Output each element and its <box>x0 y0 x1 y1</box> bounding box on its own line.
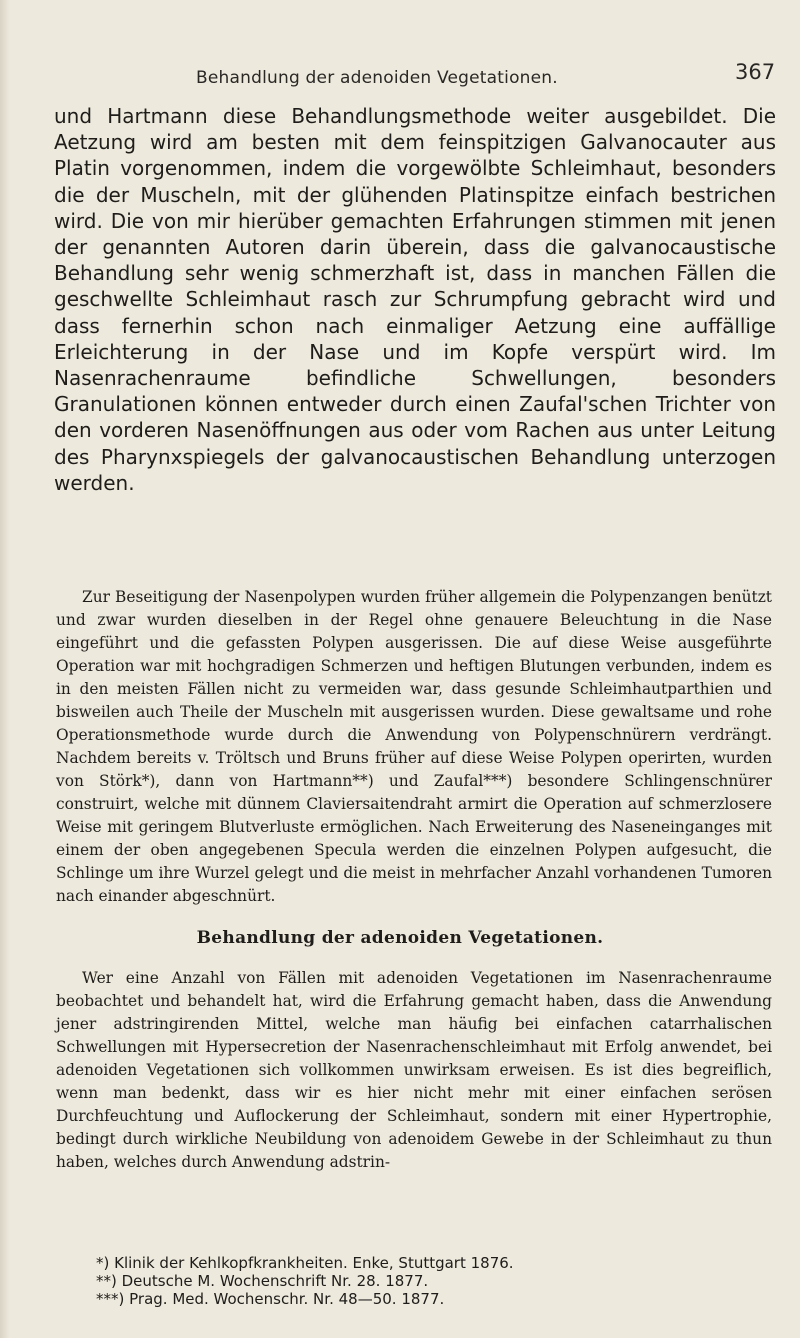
running-title: Behandlung der adenoiden Vegetationen. <box>196 68 558 88</box>
page-number: 367 <box>735 60 776 84</box>
footnote-3: ***) Prag. Med. Wochenschr. Nr. 48—50. 1877. <box>96 1290 445 1308</box>
footnote-1: *) Klinik der Kehlkopfkrankheiten. Enke, Stuttgart 1876. <box>96 1254 514 1272</box>
section-heading: Behandlung der adenoiden Vegetationen. <box>196 928 604 948</box>
paragraph-adenoid-vegetations: Wer eine Anzahl von Fällen mit adenoiden Vegetationen im Nasenrachenraume beobachtet und behandelt hat, wird die Erfahrung gemacht haben, dass die Anwendung jener adstringirenden Mittel, welche man häufig bei einfachen catarrhalischen Schwellungen mit Hypersecretion der Nasenrachenschleimhaut mit Erfolg anwendet, bei adenoiden Vegetationen sich vollkommen unwirksam erweisen. Es ist dies begreiflich, wenn man bedenkt, dass wir es hier nicht mehr mit einer einfachen serösen Durchfeuchtung und Auflockerung der Schleimhaut, sondern mit einer Hypertrophie, bedingt durch wirkliche Neubildung von adenoidem Gewebe in der Schleimhaut zu thun haben, welches durch Anwendung adstrin- <box>56 969 772 1171</box>
footnote-2: **) Deutsche M. Wochenschrift Nr. 28. 1877. <box>96 1272 429 1290</box>
footnotes <box>96 1254 756 1308</box>
paragraph-nasal-polyps: Zur Beseitigung der Nasenpolypen wurden früher allgemein die Polypenzangen benützt und zwar wurden dieselben in der Regel ohne genauere Beleuchtung in die Nase eingeführt und die gefassten Polypen ausgerissen. Die auf diese Weise ausgeführte Operation war mit hochgradigen Schmerzen und heftigen Blutungen verbunden, indem es in den meisten Fällen nicht zu vermeiden war, dass gesunde Schleimhautparthien und bisweilen auch Theile der Muscheln mit ausgerissen wurden. Diese gewaltsame und rohe Operationsmethode wurde durch die Anwendung von Polypenschnürern verdrängt. Nachdem bereits v. Tröltsch und Bruns früher auf diese Weise Polypen operirten, wurden von Störk*), dann von Hartmann**) und Zaufal***) besondere Schlingenschnürer construirt, welche mit dünnem Claviersaitendraht armirt die Operation auf schmerzlosere Weise mit geringem Blutverluste ermöglichen. Nach Erweiterung des Naseneinganges mit einem der oben angegebenen Specula werden die einzelnen Polypen aufgesucht, die Schlinge um ihre Wurzel gelegt und die meist in mehrfacher Anzahl vorhandenen Tumoren nach einander abgeschnürt. <box>56 588 772 905</box>
paragraph-large: und Hartmann diese Behandlungsmethode weiter ausgebildet. Die Aetzung wird am besten mit dem feinspitzigen Galvanocauter aus Platin vorgenommen, indem die vorgewölbte Schleimhaut, besonders die der Muscheln, mit der glühenden Platinspitze einfach bestrichen wird. Die von mir hierüber gemachten Erfahrungen stimmen mit jenen der genannten Autoren darin überein, dass die galvanocaustische Behandlung sehr wenig schmerzhaft ist, dass in manchen Fällen die geschwellte Schleimhaut rasch zur Schrumpfung gebracht wird und dass fernerhin schon nach einmaliger Aetzung eine auffällige Erleichterung in der Nase und im Kopfe verspürt wird. Im Nasenrachenraume befindliche Schwellungen, besonders Granulationen können entweder durch einen Zaufal'schen Trichter von den vorderen Nasenöffnungen aus oder vom Rachen aus unter Leitung des Pharynxspiegels der galvanocaustischen Behandlung unterzogen werden. <box>54 104 776 495</box>
page-gutter-shadow <box>0 0 10 1338</box>
